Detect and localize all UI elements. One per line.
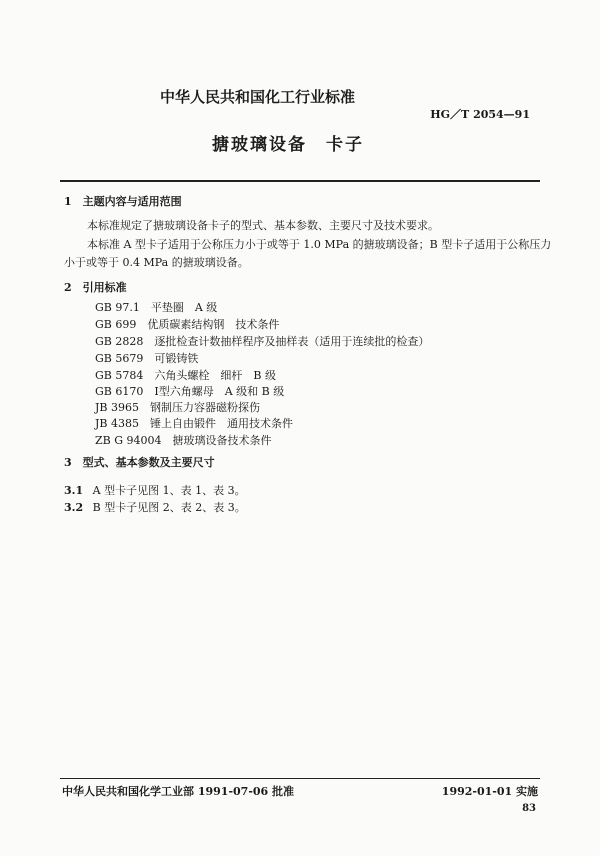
section-1-heading: 1 主题内容与适用范围 (64, 195, 182, 208)
reference-item: GB 5784 六角头螺栓 细杆 B 级 (95, 369, 276, 382)
footer-rule (60, 778, 540, 779)
reference-item: GB 699 优质碳素结构钢 技术条件 (95, 318, 280, 331)
paragraph: 本标准规定了搪玻璃设备卡子的型式、基本参数、主要尺寸及技术要求。 (87, 219, 439, 232)
header-rule (60, 180, 540, 182)
reference-item: ZB G 94004 搪玻璃设备技术条件 (95, 434, 272, 447)
reference-item: GB 6170 Ⅰ型六角螺母 A 级和 B 级 (95, 385, 285, 398)
clause-text: A 型卡子见图 1、表 1、表 3。 (92, 484, 246, 497)
standard-number: HG／T 2054—91 (430, 108, 530, 121)
effective-date: 1992-01-01 实施 (441, 785, 538, 798)
paragraph: 小于或等于 0.4 MPa 的搪玻璃设备。 (64, 256, 249, 269)
reference-item: GB 5679 可锻铸铁 (95, 352, 199, 365)
reference-item: JB 4385 锤上自由锻件 通用技术条件 (95, 417, 293, 430)
clause-3-2 (64, 501, 246, 515)
clause-3-1 (64, 484, 246, 498)
clause-number: 3.2 (64, 501, 84, 514)
standard-category: 中华人民共和国化工行业标准 (160, 88, 356, 106)
issuer-approval: 中华人民共和国化学工业部 1991-07-06 批准 (62, 785, 295, 798)
section-3-heading: 3 型式、基本参数及主要尺寸 (64, 456, 215, 469)
paragraph: 本标准 A 型卡子适用于公称压力小于或等于 1.0 MPa 的搪玻璃设备；B 型卡子适用于公称压力 (87, 238, 552, 251)
document-title: 搪玻璃设备 卡子 (212, 135, 364, 155)
clause-text: B 型卡子见图 2、表 2、表 3。 (92, 501, 246, 514)
reference-item: JB 3965 钢制压力容器磁粉探伤 (95, 401, 260, 414)
reference-item: GB 97.1 平垫圈 A 级 (95, 301, 218, 314)
page-number: 83 (522, 803, 536, 814)
reference-item: GB 2828 逐批检查计数抽样程序及抽样表（适用于连续批的检查） (95, 335, 430, 348)
clause-number: 3.1 (64, 484, 84, 497)
section-2-heading: 2 引用标准 (64, 281, 127, 294)
